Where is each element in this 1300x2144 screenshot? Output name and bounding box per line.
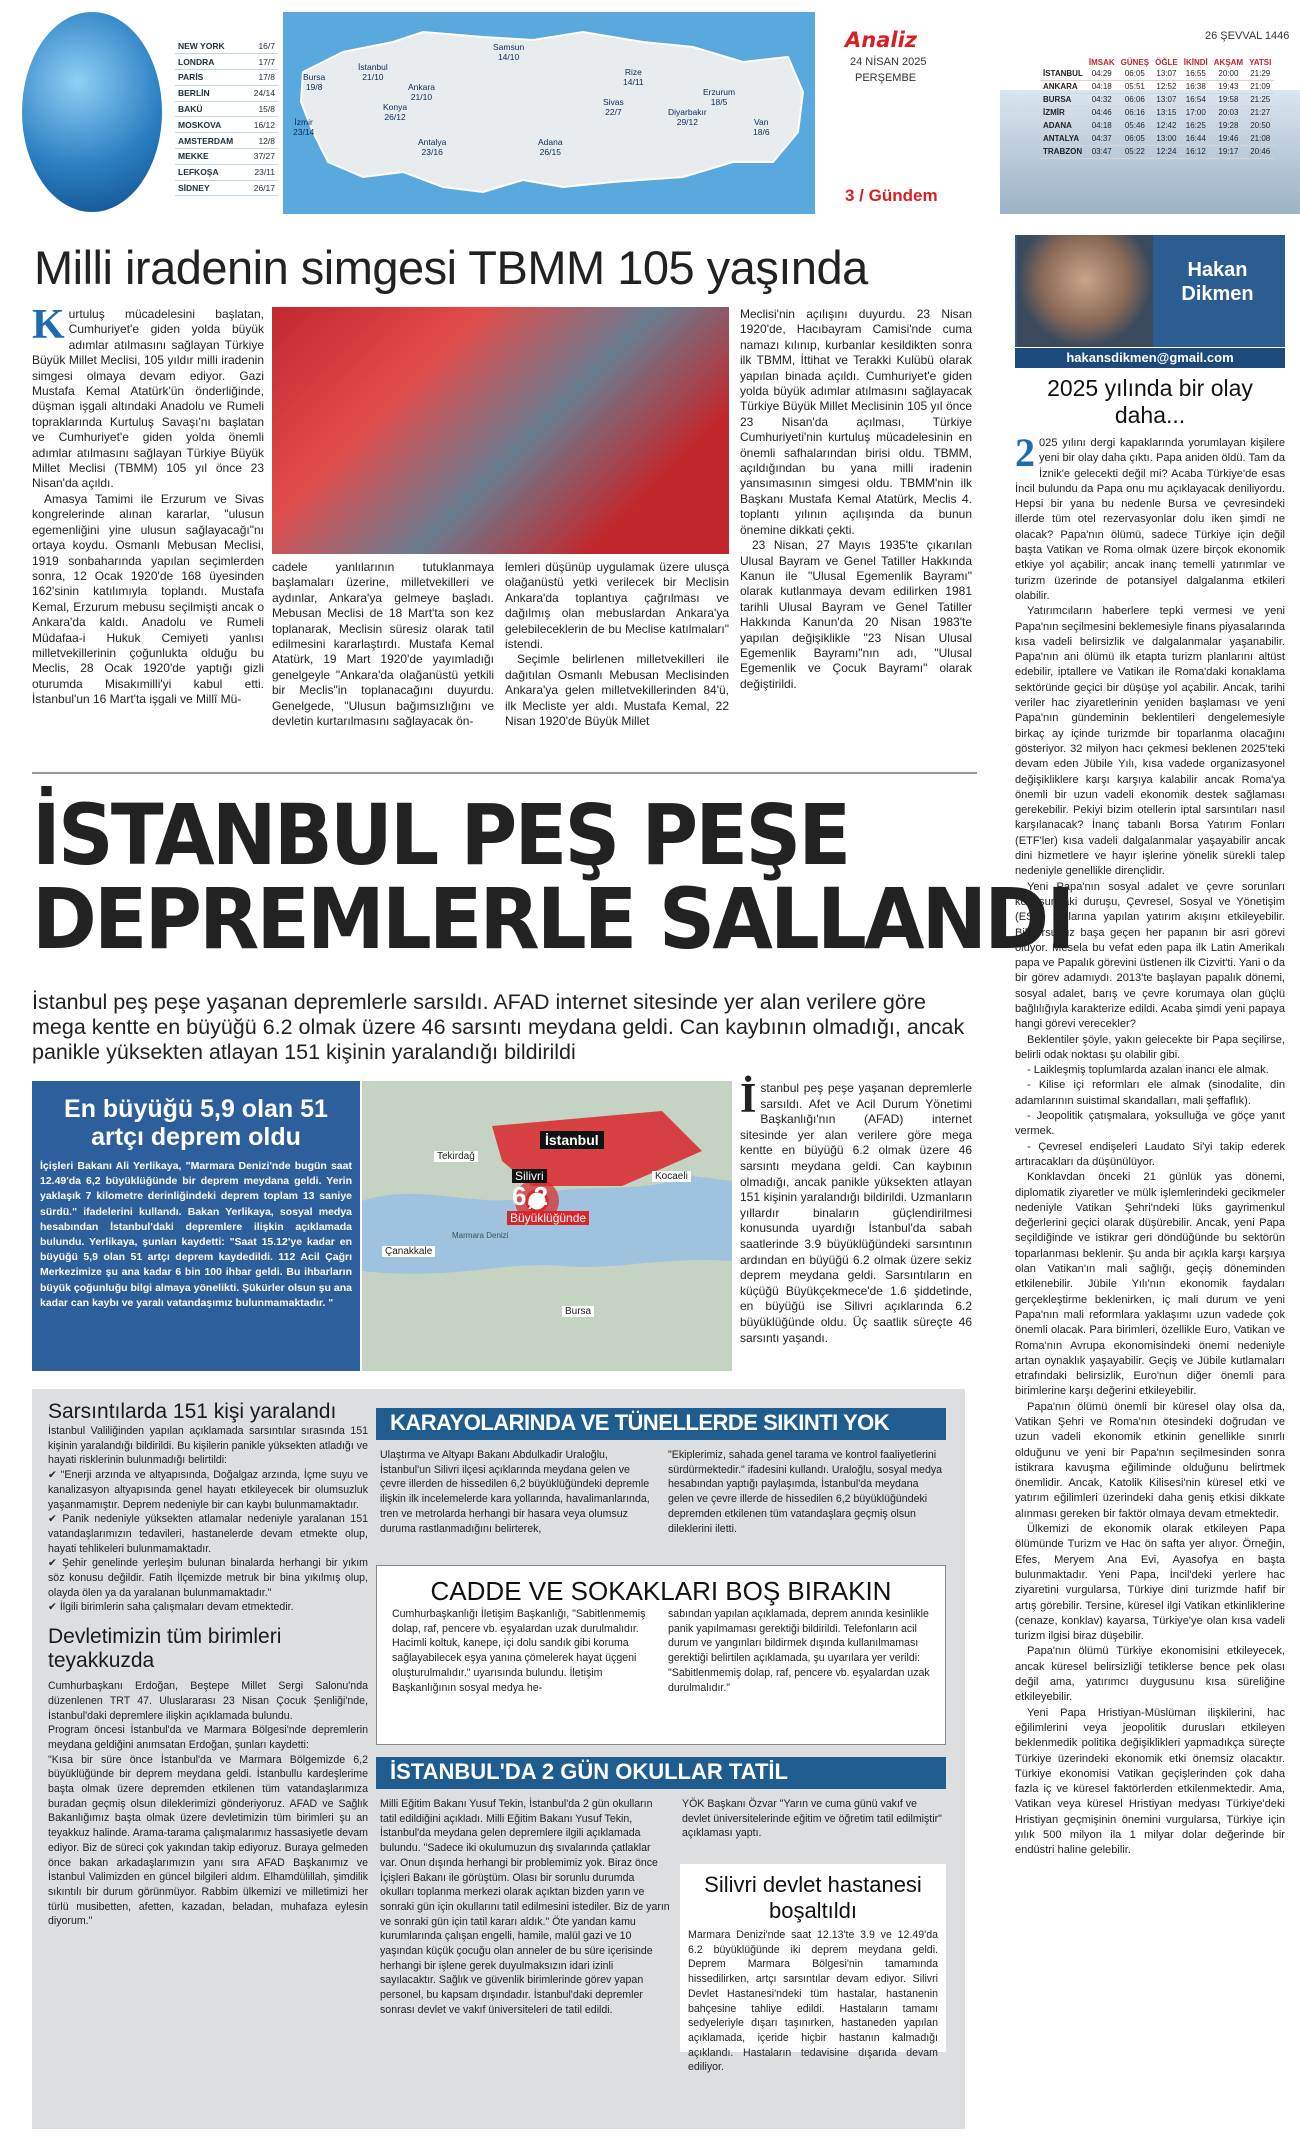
streets-text-right: sabından yapılan açıklamada, deprem anında kesinlikle panik yapılmaması gerektiği bildirildi. Telefonların acil durum ve yangınları bildirmek dışında kullanılmaması gerektiği belirtilen açıklamada, şu uyarılara yer verildi: "Sabitlenmemiş dolap, raf, pencere vb. eşyalardan uzak durulmalıdır." — [668, 1608, 930, 1694]
schools-banner: İSTANBUL'DA 2 GÜN OKULLAR TATİL — [376, 1757, 946, 1789]
city-temp: 24/14 — [246, 85, 278, 101]
hospital-title: Silivri devlet hastanesi boşaltıldı — [704, 1872, 922, 1923]
hospital-box — [680, 1864, 946, 2074]
tbmm-celebration-photo — [272, 307, 729, 554]
map-city — [538, 137, 563, 157]
column-p5: - Laikleşmiş toplumlarda azalan inancı ele almak. — [1027, 1064, 1269, 1077]
quake-body — [740, 1076, 972, 1346]
city-name: SİDNEY — [175, 180, 246, 196]
alert-text: Cumhurbaşkanı Erdoğan, Beştepe Millet Sergi Salonu'nda düzenlenen TRT 47. Uluslararası 23 Nisan Çocuk Şenliği'nde, İstanbul'daki depremlere ilişkin açıklamada bulundu. — [48, 1680, 368, 1722]
column-body — [1015, 430, 1285, 1859]
prayer-time: 05:51 — [1118, 80, 1152, 93]
prayer-row — [1040, 145, 1274, 158]
map-city — [753, 117, 770, 137]
column-p1: 025 yılını dergi kapaklarında yorumlayan kişilere yeni bir olay daha çıktı. Papa aniden öldü. Tam da İznik'e gelecekti değil mi? Acaba Türkiye'de esas İncil bulundu da Papa onu mu açıklayacak deniliyordu. Hepsi bir yana bu nedenle Bursa ve çevresindeki illerde tüm otel rezervasyonlar dolu iken şimdi ne olacak? Papa'nın ölümü, sadece Türkiye için değil başta Vatikan ve Roma olmak üzere birçok ekonomik etkiye yol açabilir; ancak inanç temelli yatırımlar ve turizm üzerinde de potansiyel dalgalanma etkileri olabilir. — [1015, 437, 1285, 602]
world-weather-row — [175, 117, 278, 133]
drop-cap: İ — [740, 1076, 757, 1122]
prayer-time: 12:42 — [1152, 119, 1181, 132]
prayer-time: 13:07 — [1152, 93, 1181, 106]
prayer-city: ADANA — [1040, 119, 1086, 132]
prayer-time: 19:43 — [1211, 80, 1246, 93]
quake-headline-line1: İSTANBUL PEŞ PEŞE — [32, 786, 849, 884]
prayer-header: AKŞAM — [1213, 58, 1244, 67]
prayer-row — [1040, 93, 1274, 106]
world-weather-row — [175, 133, 278, 149]
world-weather-row — [175, 180, 278, 196]
city-temp: 17/8 — [246, 70, 278, 86]
world-weather-row — [175, 164, 278, 180]
author-email: hakansdikmen@gmail.com — [1015, 348, 1285, 368]
column-p13: Yeni Papa Hristiyan-Müslüman ilişkilerini, hac eğilimlerini veya jeopolitik durusları etkileyen beklenmedik politika değişiklikleri yapmadıkça süreçte Türkiye üzerindeki ekonomik etki önemsiz olacaktır. Türkiye ekonomisi Vatikan geçişlerinden çok daha fazla iç ve küresel faktörlerden etkilenmektedir. Ama, Vatikan veya küresel Hristiyan medyası Türkiye'deki Hristiyan geçmişinin önemini vurgularsa, Türkiye için yılık 500 milyon ila 1 milyar dolar değerinde bir endüstri haline gelebilir. — [1015, 1706, 1285, 1857]
map-city — [358, 62, 388, 82]
map-label-silivri: Silivri — [512, 1169, 547, 1183]
map-city-name: Diyarbakır — [668, 107, 707, 117]
prayer-row — [1040, 132, 1274, 145]
tbmm-col1-text: urtuluş mücadelesini başlatan, Cumhuriyet'e giden yolda büyük adımlar atılmasını sağlayan Türkiye Büyük Millet Meclisi, 105 yıldır milli iradenin simgesi olmaya devam ediyor. Gazi Mustafa Kemal Atatürk'ün önderliğinde, düşman işgali altındaki Anadolu ve Rumeli topraklarında Kurtuluş Savaşı'nı başlatan ve Cumhuriyet'e giden yolda önemli adımlar atılmasını sağlayan Türkiye Büyük Millet Meclisi (TBMM) 105 yıl önce 23 Nisan'da açıldı. — [32, 307, 264, 491]
column-p6: - Kilise içi reformları ele almak (sinodalite, din adamlarının suistimal skandalları, mali şeffaflık). — [1015, 1079, 1285, 1107]
map-city-name: Erzurum — [703, 87, 736, 97]
map-label-tekirdag: Tekirdağ — [434, 1151, 478, 1162]
injured-item: ✔ Şehir genelinde yerleşim bulunan binalarda herhangi bir yıkım söz konusu değildir. Fatih İlçemizde metruk bir bina yıkılmış olup, olayda ölen ya da yaralanan bulunmamaktadır." — [48, 1557, 368, 1599]
tbmm-col-3 — [505, 560, 729, 729]
city-temp: 17/7 — [246, 54, 278, 70]
prayer-city: BURSA — [1040, 93, 1086, 106]
map-city-temp: 29/12 — [676, 117, 698, 127]
tbmm-col3-text: lemleri düşünüp uygulamak üzere ulusça olağanüstü yetki verilecek bir Meclisin Ankara'da toplantıya çağrılması ve dağılmış olan mebuslardan Ankara'ya gelebileceklerin de bu Meclise katılmaları" istendi. — [505, 560, 729, 652]
prayer-time: 21:09 — [1246, 80, 1274, 93]
city-temp: 37/27 — [246, 149, 278, 165]
alert-text-2: Program öncesi İstanbul'da ve Marmara Bölgesi'nde depremlerin meydana geldiğini anımsatan Erdoğan, şunları kaydetti: — [48, 1724, 368, 1751]
prayer-time: 13:15 — [1152, 106, 1181, 119]
prayer-time: 13:07 — [1152, 67, 1181, 80]
map-label-bursa: Bursa — [562, 1306, 594, 1317]
prayer-city: TRABZON — [1040, 145, 1086, 158]
globe-image — [22, 12, 162, 212]
prayer-time: 05:22 — [1118, 145, 1152, 158]
world-weather-row — [175, 85, 278, 101]
map-city-temp: 23/16 — [421, 147, 443, 157]
hospital-text: Marmara Denizi'nde saat 12.13'te 3.9 ve 12.49'da 6.2 büyüklüğünde iki deprem meydana geldi. Deprem Marmara Bölgesi'nin tamamında hissedilirken, artçı sarsıntılar devam ediyor. Silivri Devlet Hastanesi'ndeki tüm hastalar, hastanenin bahçesine tahliye edildi. Hastaların tamamı sedyeleriyle dışarı taşınırken, hastaneden yapılan açıklamada, içeride hiçbir hastanın kalmadığı açıklandı. Hastaların tedavisine dışarıda devam ediliyor. — [688, 1929, 938, 2074]
map-city — [408, 82, 435, 102]
city-name: LEFKOŞA — [175, 164, 246, 180]
aftershock-title: En büyüğü 5,9 olan 51 artçı deprem oldu — [64, 1095, 328, 1151]
prayer-row — [1040, 67, 1274, 80]
world-weather-row — [175, 70, 278, 86]
map-city-temp: 19/8 — [305, 82, 323, 92]
city-name: AMSTERDAM — [175, 133, 246, 149]
prayer-time: 04:37 — [1086, 132, 1118, 145]
column-p3: Yeni Papa'nın sosyal adalet ve çevre sorunları konusundaki duruşu, Çevresel, Sosyal ve Yönetişim (ESG) fonlarına yapılan yatırım akışını etkileyebilir. Biliyorsunuz başa geçen her papanın bir asri görevi oluyor. Mesela bu vefat eden papa ilk Latin Amerikalı papa ve Papalık görevini üstlenen ilk Cizvit'ti. Yani o da bir görev adamıydı. 2013'te başlayan papalık dönemi, sosyal adalet, barış ve çevre korumaya olan güçlü bağlılığıyla karakterize edildi. Acaba şimdi yeni papaya hangi görevi verecekler? — [1015, 880, 1285, 1031]
map-city — [418, 137, 446, 157]
tbmm-col4b-text: 23 Nisan, 27 Mayıs 1935'te çıkarılan Ulusal Bayram ve Genel Tatiller Hakkında Kanun ile "Ulusal Egemenlik Bayramı" olarak kutlanmaya devam edilirken 1981 tarihli Ulusal Bayram ve Genel Tatiller Hakkında Kanun'da 20 Nisan 1983'te yapılan değişiklikle "23 Nisan Ulusal Egemenlik Bayramı"nın adı, "Ulusal Egemenlik ve Çocuk Bayramı" olarak değiştirildi. — [740, 538, 972, 691]
injured-item: ✔ Panik nedeniyle yüksekten atlamalar nedeniyle yaralanan 151 vatandaşlarımızın tedavileri, hastanelerde devam etmekte olup, hayati tehlikeleri bulunmamaktadır. — [48, 1513, 368, 1555]
city-temp: 15/8 — [246, 101, 278, 117]
prayer-header: YATSI — [1249, 58, 1272, 67]
column-p9: Konklavdan önceki 21 günlük yas dönemi, diplomatik ziyaretler ve mülk işlemlerindeki gecikmeler nedeniyle Vatikan Şehri'ndeki lüks gayrimenkul değerlerini geçici olarak düşürebilir. Ancak, yeni Papa seçildiğinde ve istikrar geri döndüğünde bu sektörün toparlanması beklenir. Şu anda bir açıkla karşı karşıya olan Vatikan'ın mali sağlığı, geçiş döneminden etkilenebilir. Jübile Yılı'nın ekonomik faydaları gerçekleştirme beklenirken, iç mali durum ve yeni Papa'nın mali reformlara yaklaşımı uzun vadede çok önemli olacak. Para birimleri, özellikle Euro, Vatikan ve Roma'nın Avrupa ekonomisindeki önemi nedeniyle artan oynaklık yaşayabilir. Geçiş ve Jübile kutlamaları etrafındaki belirsizlik, Euro'nun diğer önemli para birimlerine karşı değerini etkileyebilir. — [1015, 1171, 1285, 1398]
map-city-name: Sivas — [603, 97, 624, 107]
quake-body-text: stanbul peş peşe yaşanan depremlerle sarsıldı. Afet ve Acil Durum Yönetimi Başkanlığı'nın (AFAD) internet sitesinde yer alan verilere göre mega kentte en büyüğü 6.2 olmak üzere 46 sarsıntı meydana geldi. Can kaybının olmadığı, ancak panikle yüksekten atlayan 151 kişinin yaralandığı bildirildi. Uzmanların yıllardır binaların güçlendirilmesi konusunda uyardığı İstanbul'da sabah saatlerinde 3.9 büyüklüğündeki sarsıntının ardından en büyüğü 6.2 olmak üzere sekiz deprem meydana geldi. Sarsıntıların en küçüğü Büyükçekmece'de 1.6 şiddetinde, en büyüğü ise Silivri açıklarında 6.2 büyüklüğünde oldu. Üç saatlik süreçte 46 sarsıntı yaşandı. — [740, 1081, 972, 1345]
city-temp: 16/12 — [246, 117, 278, 133]
map-city-temp: 22/7 — [605, 107, 622, 117]
alert-title: Devletimizin tüm birimleri teyakkuzda — [48, 1625, 282, 1673]
map-city — [623, 67, 644, 87]
yok-text: YÖK Başkanı Özvar "Yarın ve cuma günü vakıf ve devlet üniversitelerinde eğitim ve öğretim tatil edilmiştir" açıklaması yaptı. — [682, 1798, 942, 1840]
map-city-temp: 18/5 — [710, 97, 728, 107]
prayer-time: 20:00 — [1211, 67, 1246, 80]
column-p10: Papa'nın ölümü önemli bir küresel olay olsa da, Vatikan Şehri ve Roma'nın ötesindeki doğrudan ve uzun vadeli ekonomik etkinin genellikle sınırlı olduğunu ve yeni bir Papa'nın seçilmesinden sonra istikrara kavuşma eğiliminde olduğunu belirtmek önemlidir. Ancak, Katolik Kilisesi'nin küresel etki ve yatırım eğilimleri üzerindeki daha geniş etkisi dikkate alınması gereken bir faktör olmaya devam etmektedir. — [1015, 1400, 1285, 1520]
prayer-time: 21:29 — [1246, 67, 1274, 80]
prayer-time: 20:46 — [1246, 145, 1274, 158]
streets-text-left: Cumhurbaşkanlığı İletişim Başkanlığı, "Sabitlenmemiş dolap, raf, pencere vb. eşyalardan uzak durulmalıdır. Hacimli koltuk, kanepe, içi dolu sandık gibi koruma sağlayabilecek eşya yanına çömelerek hayat üçgeni oluşturulmalıdır." uyarısında bulundu. İletişim Başkanlığının sosyal medya he- — [392, 1608, 646, 1694]
aftershock-box — [32, 1081, 360, 1371]
world-weather-table — [175, 38, 278, 196]
map-label-magnitude-word: Büyüklüğünde — [507, 1211, 589, 1225]
map-city-name: Bursa — [303, 72, 326, 82]
marmara-quake-map — [362, 1081, 732, 1371]
map-city — [603, 97, 624, 117]
map-city-temp: 14/10 — [497, 52, 520, 62]
tbmm-col2-text: cadele yanlılarının tutuklanmaya başlamaları üzerine, milletvekilleri ve aydınlar, Ankara'ya gelmeye başladı. Mebusan Meclisi de 18 Mart'ta son kez toplanarak, Meclisin süresiz olarak tatil edilmesini kararlaştırdı. Mustafa Kemal Atatürk, 19 Mart 1920'de yayımladığı genelgeyle "Ankara'da olağanüstü yetkili bir Meclis"in toplanacağını duyurdu. Genelgede, "Ulusun bağımsızlığını ve devletin kurtarılmasını sağlayacak ön- — [272, 560, 494, 729]
city-temp: 26/17 — [246, 180, 278, 196]
injured-section — [48, 1400, 368, 1929]
prayer-city: ANKARA — [1040, 80, 1086, 93]
injured-item: ✔ "Enerji arzında ve altyapısında, Doğalgaz arzında, İçme suyu ve kanalizasyon altyapısında genel hayatı etkileyecek bir olumsuzluk yaşanmamıştır. Deprem nedeniyle bir can kaybı bulunmamaktadır. — [48, 1469, 368, 1511]
map-city-name: Adana — [538, 137, 563, 147]
city-name: BERLİN — [175, 85, 246, 101]
city-name: LONDRA — [175, 54, 246, 70]
schools-text: Milli Eğitim Bakanı Yusuf Tekin, İstanbul'da 2 gün okulların tatil edildiğini açıkladı. Milli Eğitim Bakanı Yusuf Tekin, İstanbul'da meydana gelen depremlere ilgili açıklamada bulundu. "Sadece iki okulumuzun dış sıvalarında çatlaklar var. Onun dışında herhangi bir problemimiz yok. Biraz önce İçişleri Bakanı ile görüştüm. Olası bir sorunlu durumda okulları toplanma merkezi olarak açıktan bizden yarın ve sonraki gün için okullarını tatil edilmesini istediler. Biz de yarın ve sonraki gün için tatil kararı aldık." Öte yandan kamu kurumlarında çalışan engelli, hamile, malül gazi ve 10 yaşından küçük çocuğu olan anneler de bu süre içerisinde herhangi bir işlene gerek duyulmaksızın idari izinli sayılacaktır. Sağlık ve güvenlik birimlerinde görev yapan personel, bu kapsam dışındadır. İstanbul'daki depremler sonrası devlet ve vakıf üniversiteleri de tatil edildi. — [380, 1798, 670, 2016]
prayer-time: 16:25 — [1181, 119, 1211, 132]
map-city-temp: 23/14 — [293, 127, 315, 137]
quake-subheadline: İstanbul peş peşe yaşanan depremlerle sarsıldı. AFAD internet sitesinde yer alan verilere göre mega kentte en büyüğü 6.2 olmak üzere 46 sarsıntı meydana geldi. Can kaybının olmadığı, ancak panikle yüksekten atlayan 151 kişinin yaralandığı bildirildi — [32, 990, 965, 1064]
world-weather-row — [175, 54, 278, 70]
prayer-time: 06:05 — [1118, 67, 1152, 80]
map-city-temp: 18/6 — [753, 127, 770, 137]
map-city-name: Ankara — [408, 82, 435, 92]
prayer-time: 20:50 — [1246, 119, 1274, 132]
map-city — [703, 87, 735, 107]
section-divider — [32, 772, 977, 774]
map-city — [293, 117, 314, 137]
map-city-temp: 26/12 — [384, 112, 406, 122]
map-city-name: Antalya — [418, 137, 447, 147]
prayer-row — [1040, 119, 1274, 132]
prayer-city: ANTALYA — [1040, 132, 1086, 145]
column-p11: Ülkemizi de ekonomik olarak etkileyen Papa ölümünde Turizm ve Hac ön safta yer alıyor. Örneğin, Efes, Meryem Ana Evi, Ayasofya en başta bulunmaktadır. Yeni Papa, İncil'deki yerlere hac ziyaretini vurgularsa, Türkiye dini turizmde hafif bir artış görebilir. Tersine, küresel ilgi Vatikan etkinliklerine (cenaze, konklav) kayarsa, Türkiye'ye olan kısa vadeli turizm ilgisi biraz düşebilir. — [1015, 1523, 1285, 1643]
prayer-header: GÜNEŞ — [1120, 58, 1150, 67]
turkey-map-shape — [283, 12, 815, 214]
injured-intro: İstanbul Valiliğinden yapılan açıklamada sarsıntılar sırasında 151 kişinin yaralandığı bildirildi. Bu kişilerin panikle yüksekten atladığı ve hayati risklerinin bulunmadığı belirtildi: — [48, 1425, 368, 1467]
prayer-time: 04:18 — [1086, 119, 1118, 132]
author-name: Hakan Dikmen — [1181, 259, 1254, 305]
map-city-temp: 21/10 — [362, 72, 384, 82]
column-title: 2025 yılında bir olay daha... — [1047, 375, 1253, 428]
page-section: 3 / Gündem — [845, 186, 938, 205]
prayer-row — [1040, 80, 1274, 93]
city-name: MOSKOVA — [175, 117, 246, 133]
column-p8: - Çevresel endişeleri Laudato Si'yi takip ederek artıracakları da düşünülüyor. — [1015, 1140, 1285, 1168]
issue-date: 24 NİSAN 2025 — [850, 56, 927, 68]
prayer-header: İMSAK — [1088, 58, 1115, 67]
map-city-name: Rize — [624, 67, 642, 77]
aftershock-text: İçişleri Bakanı Ali Yerlikaya, "Marmara Denizi'nde bugün saat 12.49'da 6,2 büyüklüğünde bir deprem meydana geldi. Yerin yaklaşık 7 kilometre derinliğindeki deprem toplam 13 saniye sürdü." ifadelerini kullandı. Bakan Yerlikaya, sosyal medya hesabından İstanbul'daki depremlere ilişkin açıklamada bulundu. Yerlikaya, şunları kaydetti: "Saat 15.12'ye kadar en büyüğü 5,9 olan 51 artçı deprem kaydedildi. 112 Acil Çağrı Merkezimize şu ana kadar 6 bin 100 ihbar geldi. Bu ihbarların büyük çoğunluğu bilgi almaya yönelikti. Şükürler olsun şu ana kadar can kaybı ve yaralı vatandaşımız bulunmamaktadır. " — [40, 1160, 352, 1309]
prayer-time: 04:18 — [1086, 80, 1118, 93]
prayer-time: 06:05 — [1118, 132, 1152, 145]
prayer-time: 20:03 — [1211, 106, 1246, 119]
prayer-time: 04:46 — [1086, 106, 1118, 119]
map-city-temp: 14/11 — [623, 77, 644, 87]
map-label-canakkale: Çanakkale — [382, 1246, 435, 1257]
world-weather-row — [175, 149, 278, 165]
city-temp: 16/7 — [246, 38, 278, 54]
city-name: MEKKE — [175, 149, 246, 165]
map-city-name: Konya — [383, 102, 408, 112]
column-p2: Yatırımcıların haberlere tepki vermesi ve yeni Papa'nın seçilmesini beklemesiyle finans piyasalarında kısa vadeli belirsizlik ve dalgalanmalar yaşanabilir. Papa'nın ani ölümü ilk etapta turizm planlarını altüst edebilir, iptallere ve Vatikan ile Roma'daki konaklama sektöründe geçici bir düşüşe yol açabilir. Ancak, tarihi veriler hac ziyaretlerinin yeniden başlaması ve yeni Papa'nın gündeminin beklentileri dengelemesiyle birkaç ay içinde turizmde bir toparlanma olacağını gösteriyor. 32 milyon hacı çekmesi beklenen 2025'teki devam eden Jübile Yılı, kısa vadede organizasyonel değişikliklere karşı karşıya kalabilir ancak Roma'ya önemli bir uzun vadeli ekonomik destek sağlaması gerekebilir. Pekiyi bizim otellerin iptal sarsıntıları nasıl karşılanacak? İnanç tabanlı Borsa Yatırım Fonları (ETF'ler) kısa vadeli dalgalanmalar yaşayabilir ancak dini hizmetlere ve hayır işlerine yönelik sürekli talep nedeniyle genellikle dirençlidir. — [1015, 605, 1285, 878]
tbmm-col-4 — [740, 307, 972, 692]
prayer-time: 16:38 — [1181, 80, 1211, 93]
prayer-row — [1040, 106, 1274, 119]
map-label-magnitude: 6,2 — [512, 1181, 549, 1211]
prayer-time: 21:25 — [1246, 93, 1274, 106]
map-city — [493, 42, 524, 62]
streets-title: CADDE VE SOKAKLARI BOŞ BIRAKIN — [430, 1576, 892, 1606]
city-temp: 12/8 — [246, 133, 278, 149]
roads-text-right: "Ekiplerimiz, sahada genel tarama ve kontrol faaliyetlerini sürdürmektedir." ifadesini kullandı. Uraloğlu, sosyal medya hesabından yaptığı paylaşımda, İstanbul'da meydana gelen ve çevre illerde de hissedilen 6,2 büyüklüğündeki depremden etkilenen tüm vatandaşlara geçmiş olsun dileklerini iletti. — [668, 1449, 943, 1535]
prayer-time: 19:28 — [1211, 119, 1246, 132]
prayer-time: 06:06 — [1118, 93, 1152, 106]
hijri-date: 26 ŞEVVAL 1446 — [1205, 30, 1290, 42]
injured-item: ✔ İlgili birimlerin saha çalışmaları devam etmektedir. — [48, 1601, 294, 1614]
prayer-time: 16:55 — [1181, 67, 1211, 80]
issue-day: PERŞEMBE — [855, 72, 917, 84]
tbmm-col1b-text: Amasya Tamimi ile Erzurum ve Sivas kongrelerinde alınan kararlar, "ulusun egemenliğini yine ulusun sağlayacağı"nı ortaya koydu. Osmanlı Mebusan Meclisi, 1919 sonbaharında yapılan seçimlerden sonra, 12 Ocak 1920'de 168 üyesinden 162'sinin katılımıyla toplandı. Mustafa Kemal, Erzurum mebusu seçilmişti ancak o Ankara'da kaldı. Anadolu ve Rumeli Müdafaa-i Hukuk Cemiyeti yanlısı milletvekillerinin çoğunlukta olduğu bu Meclis, 28 Ocak 1920'de yaptığı gizli oturumda Misakımilli'yi kabul etti. İstanbul'un 16 Mart'ta işgali ve Millî Mü- — [32, 491, 264, 707]
map-city-name: Samsun — [493, 42, 525, 52]
city-temp: 23/11 — [246, 164, 278, 180]
prayer-time: 17:00 — [1181, 106, 1211, 119]
prayer-city: İSTANBUL — [1040, 67, 1086, 80]
city-name: NEW YORK — [175, 38, 246, 54]
world-weather-row — [175, 101, 278, 117]
prayer-time: 19:17 — [1211, 145, 1246, 158]
alert-quote: "Kısa bir süre önce İstanbul'da ve Marmara Bölgemizde 6,2 büyüklüğünde bir deprem meydana geldi. İstanbullu kardeşlerime başta olmak üzere depremden etkilenen tüm vatandaşlarımıza buradan geçmiş olsun dileklerimizi gönderiyoruz. AFAD ve Sağlık Bakanlığımız başta olmak üzere devletimizin tüm birimleri şu an teyakkuz halinde. Arama-tarama çalışmalarımız hassasiyetle devam ediyor. Biz de süreci çok yakından takip ediyoruz. Buraya gelmeden önce bakan arkadaşlarımızın yanı sıra AFAD Başkanımız ve İstanbul Valimizden en güncel bilgileri aldım. Elhamdülillah, şimdilik sıkıntılı bir durum görünmüyor. Rabbim ülkemizi ve milletimizi her türlü musibetten, afetten, kazadan, beladan, muhafaza eylesin diyorum." — [48, 1753, 368, 1928]
tbmm-col3b-text: Seçimle belirlenen milletvekilleri ile dağıtılan Osmanlı Mebusan Meclisinden Ankara'ya gelen milletvekillerinden 84'ü, ilk Mecliste yer aldı. Mustafa Kemal, 22 Nisan 1920'de Büyük Millet — [505, 652, 729, 729]
map-city-temp: 26/15 — [539, 147, 561, 157]
prayer-time: 19:58 — [1211, 93, 1246, 106]
map-city-temp: 21/10 — [410, 92, 433, 102]
prayer-time: 12:24 — [1152, 145, 1181, 158]
tbmm-col-1 — [32, 302, 264, 708]
prayer-time: 06:16 — [1118, 106, 1152, 119]
author-photo — [1017, 235, 1153, 347]
prayer-time: 05:46 — [1118, 119, 1152, 132]
map-city — [383, 102, 407, 122]
analiz-logo: Analiz — [845, 28, 917, 52]
prayer-time: 16:54 — [1181, 93, 1211, 106]
prayer-time: 16:44 — [1181, 132, 1211, 145]
map-city — [303, 72, 325, 92]
roads-banner: KARAYOLARINDA VE TÜNELLERDE SIKINTI YOK — [376, 1408, 946, 1440]
quake-headline-line2: DEPREMLERLE SALLANDI — [32, 870, 1073, 968]
world-weather-row — [175, 38, 278, 54]
map-city — [668, 107, 707, 127]
city-name: PARİS — [175, 70, 246, 86]
prayer-time: 04:32 — [1086, 93, 1118, 106]
prayer-time: 13:00 — [1152, 132, 1181, 145]
column-p4: Beklentiler şöyle, yakın gelecekte bir Papa seçilirse, belirli odak noktası şu olabilir gibi. — [1015, 1033, 1285, 1061]
prayer-time: 16:12 — [1181, 145, 1211, 158]
prayer-header: ÖĞLE — [1155, 58, 1178, 67]
prayer-header: İKİNDİ — [1183, 58, 1208, 67]
tbmm-col-2 — [272, 560, 494, 729]
prayer-time: 04:29 — [1086, 67, 1118, 80]
map-city-name: İstanbul — [358, 62, 388, 72]
prayer-time: 12:52 — [1152, 80, 1181, 93]
injured-title: Sarsıntılarda 151 kişi yaralandı — [48, 1400, 337, 1423]
prayer-time: 21:27 — [1246, 106, 1274, 119]
map-label-istanbul: İstanbul — [540, 1131, 604, 1149]
column-p12: Papa'nın ölümü Türkiye ekonomisini etkileyecek, ancak küresel belirsizliği tetiklerse bence pek olası değil ama, yatırımcı duygusunu kısa süreliğine etkileyebilir. — [1015, 1645, 1285, 1704]
prayer-time: 19:46 — [1211, 132, 1246, 145]
prayer-city: İZMİR — [1040, 106, 1086, 119]
prayer-time: 21:08 — [1246, 132, 1274, 145]
tbmm-col4-text: Meclisi'nin açılışını duyurdu. 23 Nisan 1920'de, Hacıbayram Camisi'nde cuma namazı kılınıp, kurbanlar kesildikten sonra ilk TBMM, İttihat ve Terakki Kulübü olarak yapılan binada açıldı. Cumhuriyet'e giden yolda büyük adımlar atılmasını sağlayacak Türkiye Büyük Millet Meclisinin 105 yıl önce 23 Nisan'da açılması, Türkiye Cumhuriyeti'nin kurtuluş mücadelesinin en önemli safhalarından birisi oldu. TBMM, açıldığından bu yana milli iradenin yansımasının simgesi oldu. TBMM'nin ilk Başkanı Mustafa Kemal Atatürk, Meclis 4. toplantı yılının açılışında da bunun önemine dikkati çekti. — [740, 307, 972, 537]
map-city-name: Van — [754, 117, 769, 127]
column-p7: - Jeopolitik çatışmalara, yoksulluğa ve göçe yanıt vermek. — [1015, 1110, 1285, 1138]
prayer-times-table — [1040, 58, 1274, 159]
drop-cap: 2 — [1015, 430, 1035, 475]
map-label-kocaeli: Kocaeli — [652, 1171, 691, 1182]
map-city-name: İzmir — [294, 117, 313, 127]
turkey-weather-map — [283, 12, 815, 214]
map-label-sea: Marmara Denizi — [452, 1231, 509, 1240]
roads-text-left: Ulaştırma ve Altyapı Bakanı Abdulkadir Uraloğlu, İstanbul'un Silivri ilçesi açıklarında meydana gelen ve çevre illerden de hissedilen 6,2 büyüklüğündeki depremle ilişkin ilk incelemelerde kara yollarında, havalimanlarında, tren ve metrolarda herhangi bir hasara veya olumsuz duruma rastlanmadığını belirterek, — [380, 1449, 650, 1535]
prayer-header — [1040, 58, 1086, 67]
drop-cap: K — [32, 302, 65, 348]
tbmm-headline: Milli iradenin simgesi TBMM 105 yaşında — [34, 241, 868, 294]
city-name: BAKÜ — [175, 101, 246, 117]
prayer-time: 03:47 — [1086, 145, 1118, 158]
